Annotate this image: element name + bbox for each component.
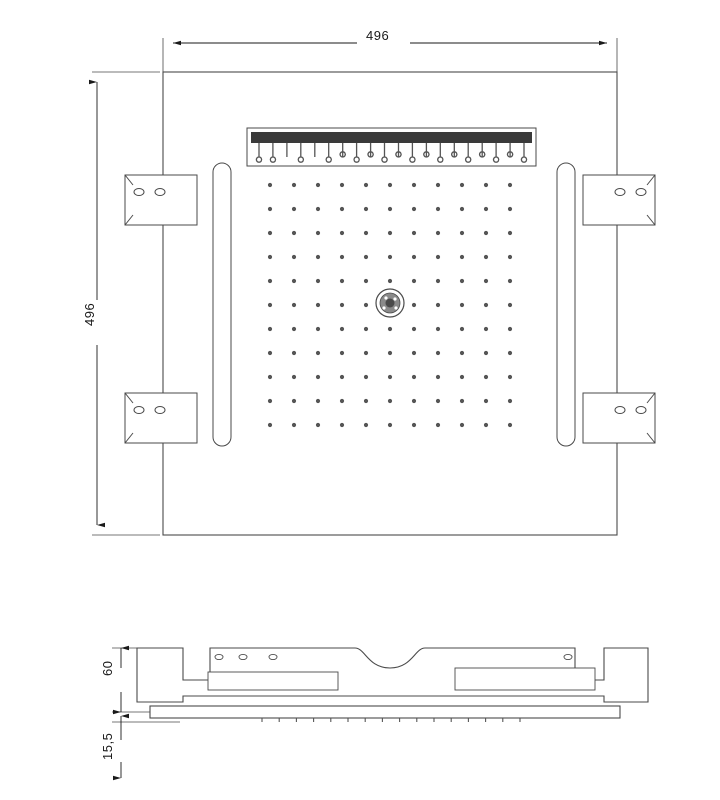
spray-nozzle xyxy=(268,207,272,211)
side-inner-block-right xyxy=(455,668,595,690)
spray-nozzle xyxy=(268,351,272,355)
spray-nozzle xyxy=(364,399,368,403)
spray-nozzle xyxy=(460,303,464,307)
spray-nozzle xyxy=(364,279,368,283)
spray-nozzle xyxy=(388,327,392,331)
spray-nozzle xyxy=(292,183,296,187)
spray-nozzle xyxy=(292,303,296,307)
spray-nozzle xyxy=(364,255,368,259)
waterfall-slot xyxy=(247,128,536,166)
spray-nozzle xyxy=(460,423,464,427)
spray-nozzle xyxy=(316,423,320,427)
spray-nozzle xyxy=(460,183,464,187)
spray-nozzle xyxy=(316,303,320,307)
spray-nozzle xyxy=(436,327,440,331)
spray-nozzle xyxy=(316,399,320,403)
spray-nozzle xyxy=(436,303,440,307)
spray-nozzle xyxy=(292,255,296,259)
spray-nozzle xyxy=(316,327,320,331)
spray-nozzle xyxy=(340,375,344,379)
spray-nozzle xyxy=(508,375,512,379)
spray-nozzle xyxy=(460,279,464,283)
spray-nozzle xyxy=(364,303,368,307)
spray-nozzle xyxy=(268,231,272,235)
spray-nozzle xyxy=(268,183,272,187)
spray-nozzle xyxy=(508,255,512,259)
dimension-label-thickness: 60 xyxy=(100,660,115,676)
spray-nozzle xyxy=(436,279,440,283)
spray-nozzle xyxy=(484,207,488,211)
spray-nozzle xyxy=(412,231,416,235)
spray-nozzle xyxy=(460,375,464,379)
spray-nozzle xyxy=(412,303,416,307)
spray-nozzle xyxy=(316,255,320,259)
spray-nozzle xyxy=(460,399,464,403)
spray-nozzle xyxy=(340,303,344,307)
spray-nozzle xyxy=(484,327,488,331)
spray-nozzle xyxy=(460,255,464,259)
spray-nozzle xyxy=(412,255,416,259)
spray-nozzle xyxy=(340,255,344,259)
spray-nozzle xyxy=(508,423,512,427)
spray-nozzle xyxy=(292,351,296,355)
spray-nozzle xyxy=(292,375,296,379)
spray-nozzle xyxy=(508,231,512,235)
spray-nozzle xyxy=(436,375,440,379)
spray-nozzle xyxy=(316,351,320,355)
spray-nozzle xyxy=(484,303,488,307)
spray-nozzle xyxy=(316,207,320,211)
spray-nozzle xyxy=(412,183,416,187)
spray-nozzle xyxy=(436,255,440,259)
mounting-bracket-top-left xyxy=(125,175,197,225)
spray-nozzle xyxy=(340,399,344,403)
spray-nozzle xyxy=(292,231,296,235)
spray-nozzle xyxy=(364,207,368,211)
side-section-view xyxy=(112,648,648,778)
side-face-plate xyxy=(150,706,620,718)
spray-nozzle xyxy=(484,399,488,403)
spray-nozzle xyxy=(484,375,488,379)
spray-nozzle xyxy=(436,399,440,403)
spray-nozzle xyxy=(388,207,392,211)
spray-nozzle xyxy=(436,351,440,355)
spray-nozzle xyxy=(460,207,464,211)
spray-nozzle xyxy=(508,351,512,355)
spray-nozzle xyxy=(292,423,296,427)
spray-nozzle xyxy=(388,231,392,235)
spray-nozzle xyxy=(268,303,272,307)
spray-nozzle xyxy=(364,231,368,235)
spray-nozzle xyxy=(508,303,512,307)
center-jet xyxy=(376,289,404,317)
spray-nozzle xyxy=(364,327,368,331)
spray-nozzle xyxy=(508,399,512,403)
spray-nozzle xyxy=(484,255,488,259)
spray-nozzle xyxy=(316,183,320,187)
spray-nozzle xyxy=(412,423,416,427)
spray-nozzle xyxy=(316,375,320,379)
spray-nozzle xyxy=(292,207,296,211)
spray-nozzle xyxy=(484,423,488,427)
spray-nozzle xyxy=(412,327,416,331)
side-nozzle-group xyxy=(262,718,520,722)
spray-nozzle xyxy=(388,375,392,379)
side-rail-left xyxy=(213,163,231,446)
spray-nozzle xyxy=(412,207,416,211)
spray-nozzle xyxy=(388,399,392,403)
spray-nozzle xyxy=(388,351,392,355)
spray-nozzle xyxy=(388,183,392,187)
spray-nozzle xyxy=(340,279,344,283)
spray-nozzle xyxy=(268,255,272,259)
spray-nozzle xyxy=(484,183,488,187)
spray-nozzle xyxy=(364,423,368,427)
spray-nozzle xyxy=(268,375,272,379)
spray-nozzle xyxy=(508,327,512,331)
mounting-bracket-bottom-right xyxy=(583,393,655,443)
spray-nozzle xyxy=(484,231,488,235)
side-inner-block-left xyxy=(208,672,338,690)
spray-nozzle xyxy=(436,423,440,427)
spray-nozzle xyxy=(436,183,440,187)
spray-nozzle xyxy=(340,231,344,235)
spray-nozzle xyxy=(340,327,344,331)
spray-nozzle xyxy=(388,255,392,259)
spray-nozzle xyxy=(436,231,440,235)
spray-nozzle xyxy=(436,207,440,211)
spray-nozzle xyxy=(292,327,296,331)
spray-nozzle xyxy=(340,207,344,211)
spray-nozzle xyxy=(388,279,392,283)
spray-nozzle xyxy=(340,423,344,427)
spray-nozzle xyxy=(292,399,296,403)
spray-nozzle xyxy=(268,423,272,427)
spray-nozzle xyxy=(364,351,368,355)
spray-nozzle xyxy=(460,327,464,331)
spray-nozzle xyxy=(364,375,368,379)
side-rail-right xyxy=(557,163,575,446)
mounting-bracket-top-right xyxy=(583,175,655,225)
spray-nozzle xyxy=(484,351,488,355)
spray-nozzle xyxy=(412,399,416,403)
spray-nozzle xyxy=(340,183,344,187)
spray-nozzle xyxy=(508,183,512,187)
mounting-bracket-bottom-left xyxy=(125,393,197,443)
top-view xyxy=(92,38,655,535)
spray-nozzle xyxy=(340,351,344,355)
dimension-label-width: 496 xyxy=(366,28,390,43)
witness-lines-height xyxy=(92,72,160,535)
spray-nozzle xyxy=(460,351,464,355)
spray-nozzle xyxy=(268,327,272,331)
spray-nozzle xyxy=(268,279,272,283)
spray-nozzle xyxy=(508,279,512,283)
spray-nozzle xyxy=(364,183,368,187)
spray-nozzle xyxy=(388,423,392,427)
spray-nozzle xyxy=(412,351,416,355)
spray-nozzle xyxy=(412,375,416,379)
spray-nozzle xyxy=(292,279,296,283)
dimension-label-lip: 15,5 xyxy=(100,732,115,760)
spray-nozzle xyxy=(484,279,488,283)
dimension-label-height: 496 xyxy=(82,302,97,326)
spray-nozzle xyxy=(316,231,320,235)
spray-nozzle xyxy=(268,399,272,403)
spray-nozzle xyxy=(508,207,512,211)
spray-nozzle xyxy=(460,231,464,235)
spray-nozzle xyxy=(316,279,320,283)
spray-nozzle xyxy=(412,279,416,283)
